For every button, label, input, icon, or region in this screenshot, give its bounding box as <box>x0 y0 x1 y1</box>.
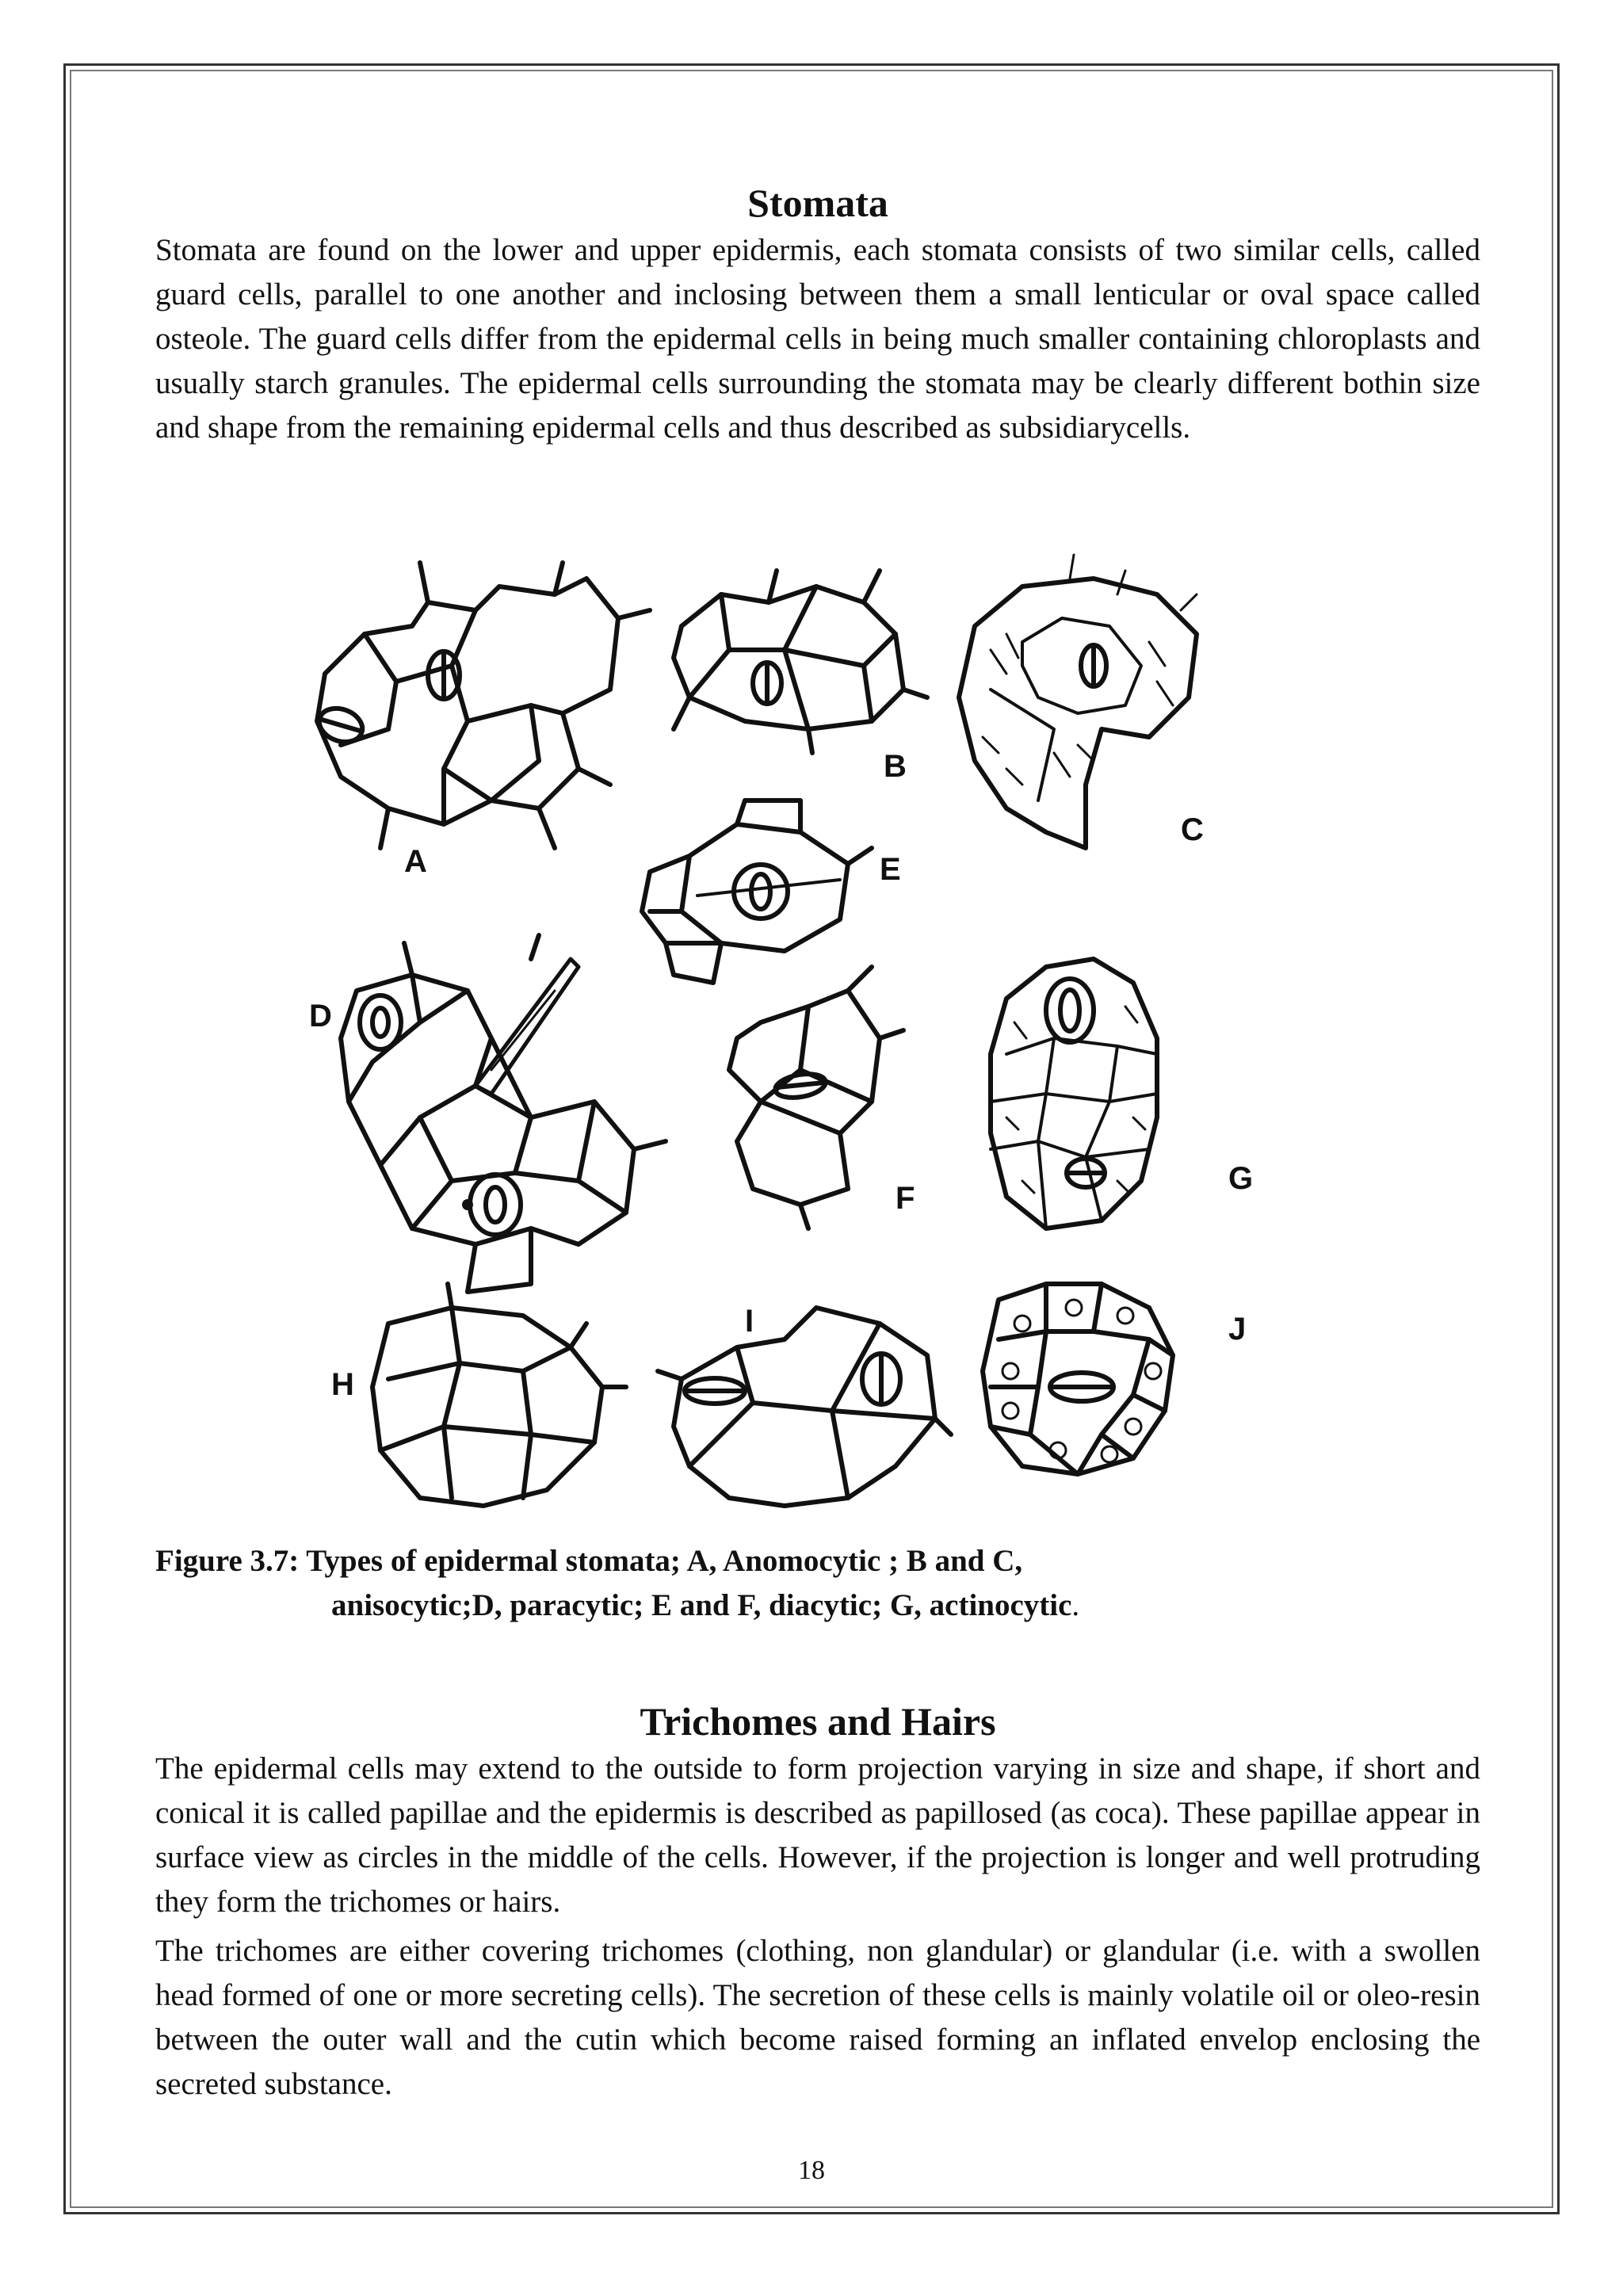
stomata-paragraph: Stomata are found on the lower and upper epidermis, each stomata consists of two similar cells, called guard cells, parallel to one another and inclosing between them a small lenticular or oval space called osteole. The guard cells differ from the epidermal cells in being much smaller containing chloroplasts and usually starch granules. The epidermal cells surrounding the stomata may be clearly different bothin size and shape from the remaining epidermal cells and thus described as subsidiarycells. <box>155 233 1480 445</box>
trichomes-section <box>155 1696 1480 2107</box>
panel-h-drawing <box>372 1284 626 1506</box>
stomata-section <box>155 178 1480 450</box>
panel-j-drawing <box>983 1284 1173 1474</box>
panel-f-drawing <box>729 967 903 1228</box>
figure-caption-line2-wrap <box>155 1584 1480 1628</box>
panel-label-j: J <box>1228 1312 1247 1347</box>
panel-d-drawing <box>341 935 666 1292</box>
trichomes-paragraph-1: The epidermal cells may extend to the outside to form projection varying in size and shape, if short and conical it is called papillae and the epidermis is described as papillosed (as coca). These papillae appear in surface view as circles in the middle of the cells. However, if the projection is longer and well protruding they form the trichomes or hairs. <box>155 1752 1480 1919</box>
figure-caption-line1: Figure 3.7: Types of epidermal stomata; A, Anomocytic ; B and C, <box>155 1544 1023 1578</box>
page-number: 18 <box>798 2156 825 2185</box>
panel-e-drawing <box>642 800 872 983</box>
trichomes-paragraph-2: The trichomes are either covering trichomes (clothing, non glandular) or glandular (i.e. with a swollen head formed of one or more secreting cells). The secretion of these cells is mainly volatile oil or oleo-resin between the outer wall and the cutin which become raised forming an inflated envelop enclosing the secreted substance. <box>155 1934 1480 2101</box>
figure-caption-line2: anisocytic;D, paracytic; E and F, diacytic; G, actinocytic <box>331 1588 1072 1622</box>
figure-caption <box>155 1539 1480 1628</box>
panel-a-drawing <box>315 563 650 848</box>
panel-label-d: D <box>309 999 332 1033</box>
panel-b-drawing <box>674 571 927 753</box>
stomata-figure <box>293 547 1284 1538</box>
panel-label-b: B <box>884 749 907 784</box>
panel-label-a: A <box>404 844 427 879</box>
panel-label-c: C <box>1181 812 1204 847</box>
panel-g-drawing <box>991 959 1157 1228</box>
panel-i-drawing <box>658 1308 951 1506</box>
stomata-heading: Stomata <box>747 181 888 225</box>
panel-label-h: H <box>331 1367 354 1402</box>
panel-label-e: E <box>880 852 901 887</box>
panel-label-f: F <box>896 1181 915 1216</box>
trichomes-heading: Trichomes and Hairs <box>640 1699 996 1744</box>
panel-label-g: G <box>1228 1161 1254 1196</box>
panel-label-i: I <box>745 1304 754 1339</box>
panel-c-drawing <box>959 555 1197 848</box>
figure-caption-period: . <box>1071 1588 1080 1622</box>
